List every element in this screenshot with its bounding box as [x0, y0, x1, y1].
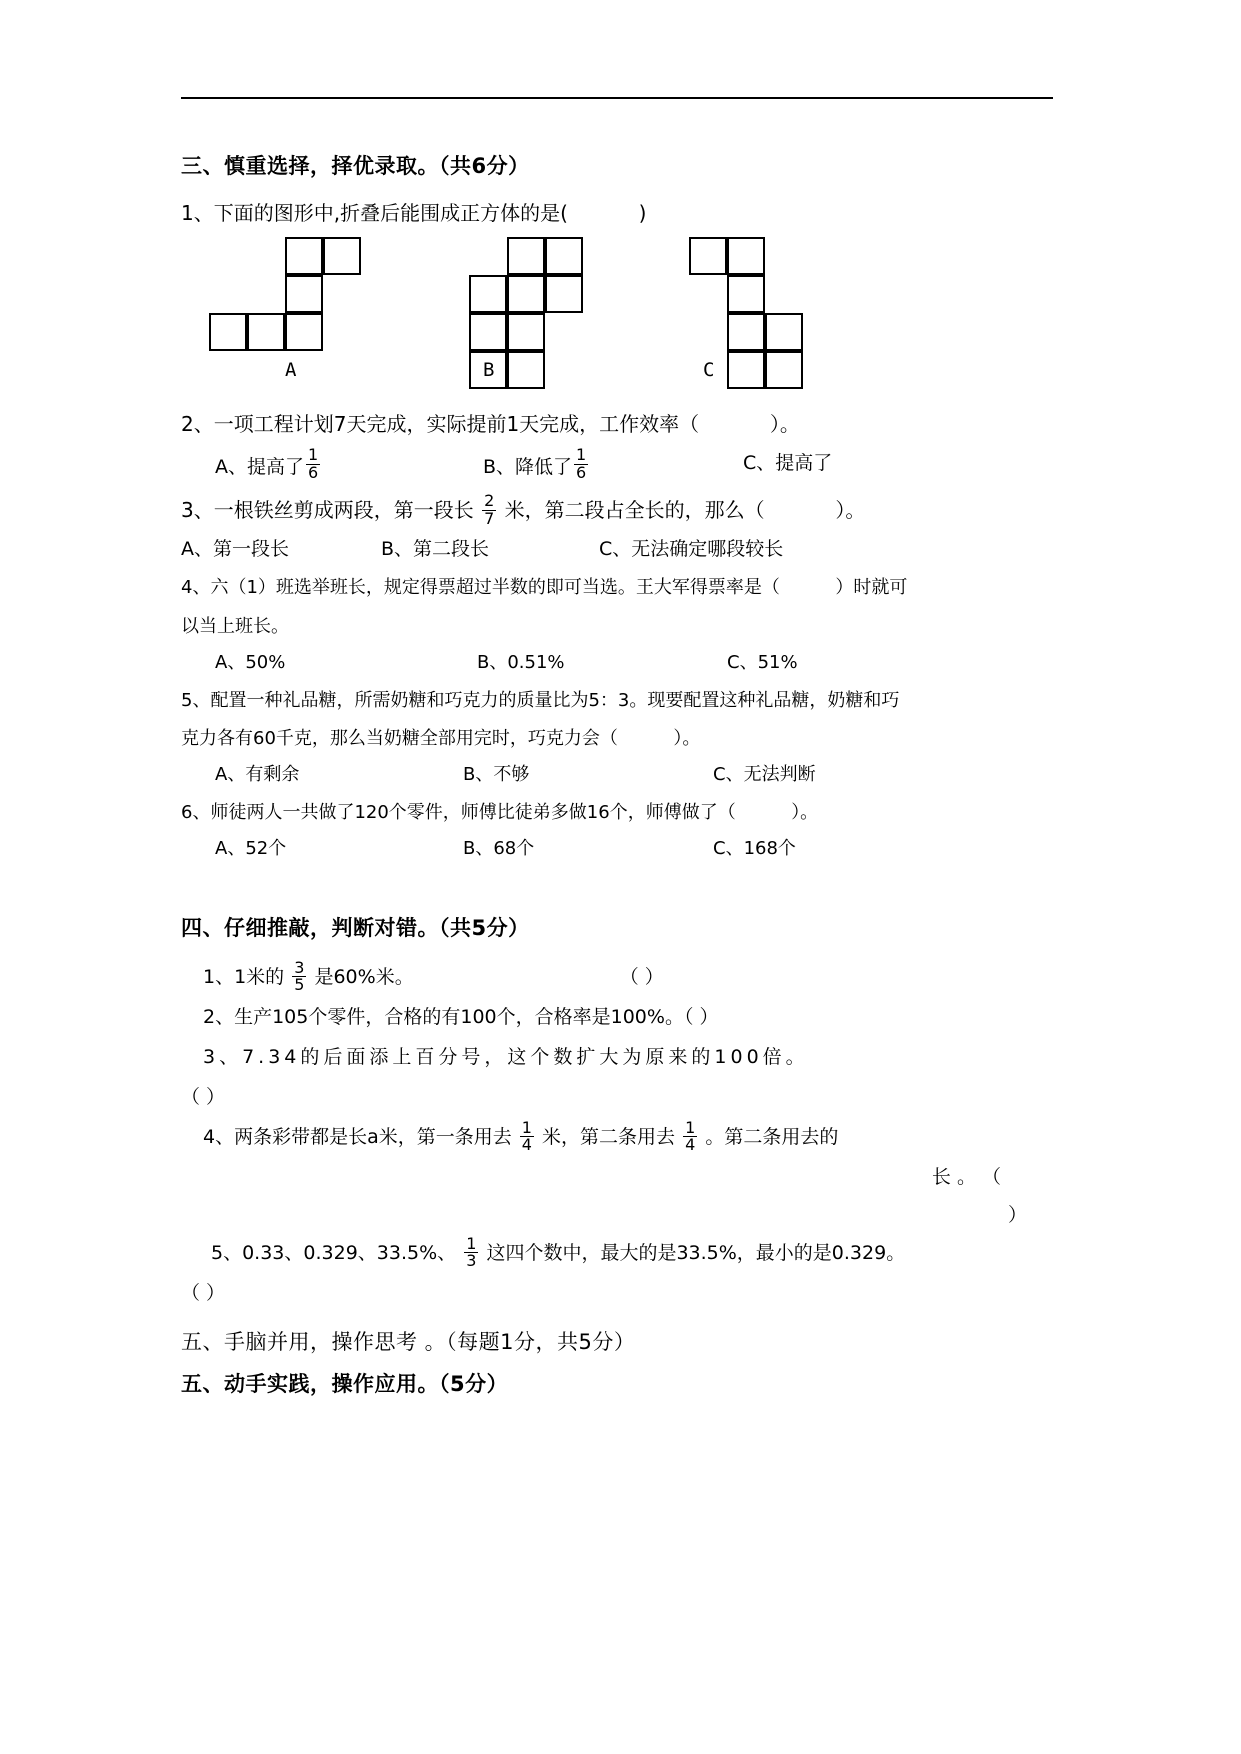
option-label: A、50% [215, 651, 286, 673]
question-5-option-c[interactable] [713, 760, 816, 786]
tf-item-3-judge[interactable]: （ ） [181, 1086, 226, 1109]
question-2-text [181, 407, 1061, 442]
section-3-heading: 三、慎重选择，择优录取。（共6分） [181, 154, 530, 178]
section-5-heading-2: 五、动手实践，操作应用。（5分） [181, 1372, 509, 1397]
net-b-cell [507, 237, 545, 275]
net-b-cell [469, 275, 507, 313]
option-label: B、0.51% [477, 651, 565, 673]
question-1-stem: 1、下面的图形中,折叠后能围成正方体的是( [181, 201, 568, 225]
fraction-numerator: 1 [466, 1233, 477, 1253]
tf-item-5 [181, 1234, 1061, 1272]
question-2-options [181, 445, 1061, 483]
net-b-cell [545, 275, 583, 313]
fraction-numerator: 1 [308, 445, 319, 464]
question-4-options [181, 648, 1061, 674]
net-b-label: B [483, 359, 495, 381]
net-a-cell [285, 313, 323, 351]
fraction-numerator: 3 [294, 957, 305, 977]
fraction [482, 490, 496, 528]
net-c-label: C [703, 359, 715, 381]
fraction [306, 447, 320, 482]
net-a-cell [247, 313, 285, 351]
tf-item-4 [181, 1118, 1061, 1156]
tf-item-1 [181, 958, 1061, 996]
header-rule [181, 97, 1053, 99]
question-6-stem: 6、师徒两人一共做了120个零件，师傅比徒弟多做16个，师傅做了（ [181, 802, 736, 824]
question-5-option-b[interactable] [463, 760, 713, 786]
question-3-stem-b: 米，第二段占全长的，那么（ [504, 497, 765, 522]
question-4-option-a[interactable] [215, 648, 477, 674]
question-6-text [181, 796, 1061, 830]
question-3-stem-a: 3、一根铁丝剪成两段，第一段长 [181, 497, 474, 522]
option-label: B、68个 [463, 838, 535, 860]
question-4-text [181, 571, 1061, 605]
option-label: A、提高了 [215, 455, 304, 478]
net-b-cell [469, 313, 507, 351]
question-3-option-b[interactable] [381, 534, 599, 561]
net-b-cell [507, 313, 545, 351]
option-label: A、第一段长 [181, 538, 289, 561]
net-c-cell [689, 237, 727, 275]
net-c-cell [727, 237, 765, 275]
question-5-stem: 克力各有60千克，那么当奶糖全部用完时，巧克力会（ [181, 727, 618, 749]
tf-1-text-a: 1、1米的 [203, 966, 285, 989]
question-5-stem-end: ）。 [673, 727, 701, 749]
question-5-options [181, 760, 1061, 786]
tf-4-text-b: 米，第二条用去 [542, 1126, 676, 1149]
tf-item-5-judge[interactable]: （ ） [181, 1282, 226, 1305]
option-label: B、降低了 [483, 455, 573, 478]
question-2-stem-end: ）。 [769, 412, 800, 436]
option-label: C、提高了 [743, 452, 833, 474]
question-6-stem-end: ）。 [791, 802, 819, 824]
net-c-cell [765, 351, 803, 389]
question-3-option-c[interactable] [599, 534, 783, 561]
tf-4-text-a: 4、两条彩带都是长a米，第一条用去 [203, 1126, 512, 1149]
option-label: C、51% [727, 651, 798, 673]
question-3-text [181, 490, 1061, 529]
fraction-numerator: 1 [685, 1117, 696, 1137]
net-b-cell [507, 275, 545, 313]
tf-1-text-b: 是60%米。 [314, 966, 414, 989]
option-label: B、第二段长 [381, 538, 490, 561]
tf-item-4-tail2[interactable]: ） [1007, 1204, 1027, 1227]
fraction [683, 1117, 697, 1155]
net-c-cell [727, 313, 765, 351]
fraction [574, 447, 588, 482]
net-c-cell [727, 351, 765, 389]
tf-5-text-a: 5、0.33、0.329、33.5%、 [211, 1242, 457, 1265]
option-label: C、168个 [713, 838, 796, 860]
option-label: A、52个 [215, 838, 287, 860]
net-a-cell [285, 275, 323, 313]
question-5-text-line1: 5、配置一种礼品糖，所需奶糖和巧克力的质量比为5：3。现要配置这种礼品糖，奶糖和巧 [181, 689, 900, 711]
net-a-cell [323, 237, 361, 275]
net-b-cell [545, 237, 583, 275]
question-3-options [181, 534, 1061, 561]
question-1-close-paren: ) [638, 201, 647, 225]
question-4-stem-end: ）时就可 [835, 577, 908, 599]
question-2-option-c[interactable] [743, 448, 832, 475]
fraction [292, 957, 306, 995]
question-6-option-c[interactable] [713, 834, 796, 860]
fraction-denominator: 5 [294, 975, 305, 995]
net-a-cell [209, 313, 247, 351]
section-4-heading: 四、仔细推敲，判断对错。（共5分） [181, 916, 530, 941]
tf-item-3: 3、7.34的后面添上百分号，这个数扩大为原来的100倍。 [203, 1046, 809, 1069]
question-4-option-b[interactable] [477, 648, 727, 674]
option-label: A、有剩余 [215, 764, 300, 786]
tf-item-2[interactable]: 2、生产105个零件，合格的有100个，合格率是100%。（ ） [203, 1006, 719, 1029]
question-2-option-b[interactable] [483, 445, 743, 483]
section-5-heading-1: 五、手脑并用，操作思考 。（每题1分，共5分） [181, 1330, 636, 1355]
cube-net-diagrams [181, 237, 1061, 381]
question-4-stem: 4、六（1）班选举班长，规定得票超过半数的即可当选。王大军得票率是（ [181, 577, 780, 599]
page-content [181, 150, 1061, 1414]
question-6-option-b[interactable] [463, 834, 713, 860]
question-6-option-a[interactable] [215, 834, 463, 860]
question-4-text-line2: 以当上班长。 [181, 615, 289, 637]
question-3-option-a[interactable] [181, 534, 381, 561]
fraction [464, 1233, 478, 1271]
net-b-cell [507, 351, 545, 389]
question-1-text [181, 196, 1061, 231]
fraction-denominator: 7 [484, 508, 495, 528]
question-2-option-a[interactable] [215, 445, 483, 483]
question-6-options [181, 834, 1061, 860]
fraction-denominator: 4 [685, 1135, 696, 1155]
net-c-cell [765, 313, 803, 351]
option-label: C、无法判断 [713, 764, 816, 786]
fraction-numerator: 1 [576, 445, 587, 464]
tf-item-4-tail: 长 。 （ [931, 1166, 1001, 1189]
question-3-stem-c: ）。 [835, 497, 866, 522]
option-label: C、无法确定哪段较长 [599, 538, 784, 561]
fraction-denominator: 6 [576, 462, 587, 482]
fraction-numerator: 2 [484, 490, 495, 510]
question-4-option-c[interactable] [727, 648, 798, 674]
tf-4-text-c: 。第二条用去的 [705, 1126, 839, 1149]
net-c-cell [727, 275, 765, 313]
question-5-text-line2 [181, 722, 1061, 756]
net-a-label: A [285, 359, 297, 381]
option-label: B、不够 [463, 764, 530, 786]
question-5-option-a[interactable] [215, 760, 463, 786]
question-2-stem: 2、一项工程计划7天完成，实际提前1天完成，工作效率（ [181, 412, 700, 436]
fraction-denominator: 4 [521, 1135, 532, 1155]
tf-1-judge-blank[interactable]: （ ） [619, 966, 664, 989]
fraction-denominator: 3 [466, 1251, 477, 1271]
fraction-numerator: 1 [521, 1117, 532, 1137]
tf-5-text-b: 这四个数中，最大的是33.5%，最小的是0.329。 [486, 1242, 906, 1265]
net-a-cell [285, 237, 323, 275]
fraction [520, 1117, 534, 1155]
fraction-denominator: 6 [308, 462, 319, 482]
